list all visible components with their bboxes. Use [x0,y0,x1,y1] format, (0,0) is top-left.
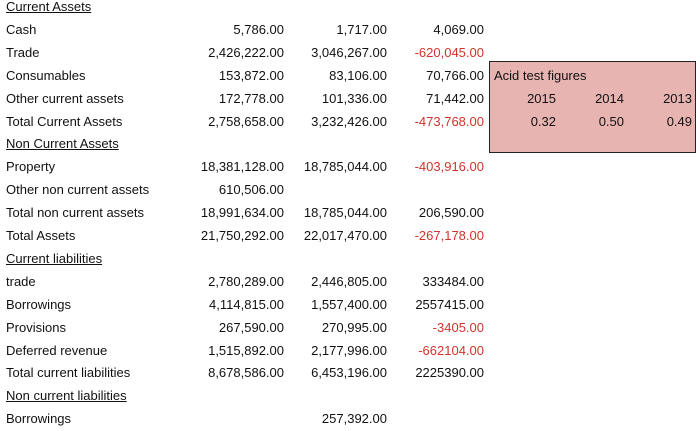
value-cell: 5,786.00 [233,21,284,37]
row-label: Provisions [6,319,66,335]
table-row [0,156,490,178]
table-row [0,88,490,110]
acid-test-year: 2013 [663,91,692,106]
value-cell: 2,780,289.00 [208,273,284,289]
difference-cell: -3405.00 [432,319,484,335]
section-header-row [0,248,490,270]
value-cell: 1,717.00 [336,21,387,37]
difference-cell: 70,766.00 [426,67,484,83]
value-cell: 2,426,222.00 [208,44,284,60]
difference-cell: 71,442.00 [426,90,484,106]
acid-test-value: 0.49 [666,114,692,129]
value-cell: 3,046,267.00 [311,44,387,60]
value-cell: 610,506.00 [218,182,284,198]
value-cell: 3,232,426.00 [311,113,387,129]
difference-cell: -403,916.00 [414,159,484,175]
row-label: Total Current Assets [6,113,123,129]
value-cell: 101,336.00 [321,90,387,106]
value-cell: 18,785,044.00 [303,159,387,175]
section-header: Non Current Assets [6,136,119,152]
value-cell: 1,557,400.00 [311,296,387,312]
row-label: Deferred revenue [6,342,108,358]
difference-cell: 2557415.00 [415,296,484,312]
value-cell: 2,446,805.00 [311,273,387,289]
difference-cell: 333484.00 [422,273,484,289]
acid-test-value: 0.50 [598,114,624,129]
row-label: Other non current assets [6,182,150,198]
row-label: Property [6,159,56,175]
value-cell: 22,017,470.00 [303,228,387,243]
value-cell: 83,106.00 [329,67,387,83]
table-row [0,42,490,64]
row-label: Total Assets [6,228,76,243]
table-row [0,111,490,133]
table-row [0,19,490,41]
table-row [0,294,490,316]
value-cell: 21,750,292.00 [200,228,284,243]
difference-cell: 206,590.00 [418,205,484,221]
row-label: Total non current assets [6,205,145,221]
section-header: Non current liabilities [6,388,127,404]
difference-cell: -620,045.00 [414,44,484,60]
table-row [0,65,490,87]
value-cell: 18,991,634.00 [200,205,284,221]
section-header-row [0,133,490,155]
value-cell: 8,678,586.00 [208,365,284,381]
value-cell: 270,995.00 [321,319,387,335]
difference-cell: -662104.00 [418,342,484,358]
acid-test-value: 0.32 [530,114,556,129]
value-cell: 153,872.00 [218,67,284,83]
value-cell: 18,785,044.00 [303,205,387,221]
table-row [0,317,490,339]
row-label: Other current assets [6,90,124,106]
value-cell: 172,778.00 [218,90,284,106]
table-row [0,408,490,430]
table-row [0,225,490,247]
difference-cell: 2225390.00 [415,365,484,381]
row-label: trade [6,273,36,289]
row-label: Borrowings [6,296,72,312]
value-cell: 2,758,658.00 [208,113,284,129]
row-label: Cash [6,21,37,37]
acid-test-title: Acid test figures [494,68,587,83]
value-cell: 6,453,196.00 [311,365,387,381]
value-cell: 267,590.00 [218,319,284,335]
acid-test-box [489,61,696,153]
table-row [0,202,490,224]
acid-test-year: 2014 [595,91,624,106]
row-label: Consumables [6,67,86,83]
section-header-row [0,385,490,407]
table-row [0,362,490,384]
value-cell: 257,392.00 [321,411,387,427]
table-row [0,179,490,201]
difference-cell: 4,069.00 [433,21,484,37]
row-label: Borrowings [6,411,72,427]
row-label: Trade [6,44,40,60]
value-cell: 4,114,815.00 [209,296,284,312]
table-row [0,340,490,362]
acid-test-year: 2015 [527,91,556,106]
table-row [0,271,490,293]
section-header-row [0,0,490,18]
difference-cell: -267,178.00 [414,228,484,243]
value-cell: 2,177,996.00 [311,342,387,358]
row-label: Total current liabilities [6,365,131,381]
value-cell: 18,381,128.00 [200,159,284,175]
section-header: Current liabilities [6,250,103,266]
section-header: Current Assets [6,0,92,14]
difference-cell: -473,768.00 [414,113,484,129]
value-cell: 1,515,892.00 [208,342,284,358]
